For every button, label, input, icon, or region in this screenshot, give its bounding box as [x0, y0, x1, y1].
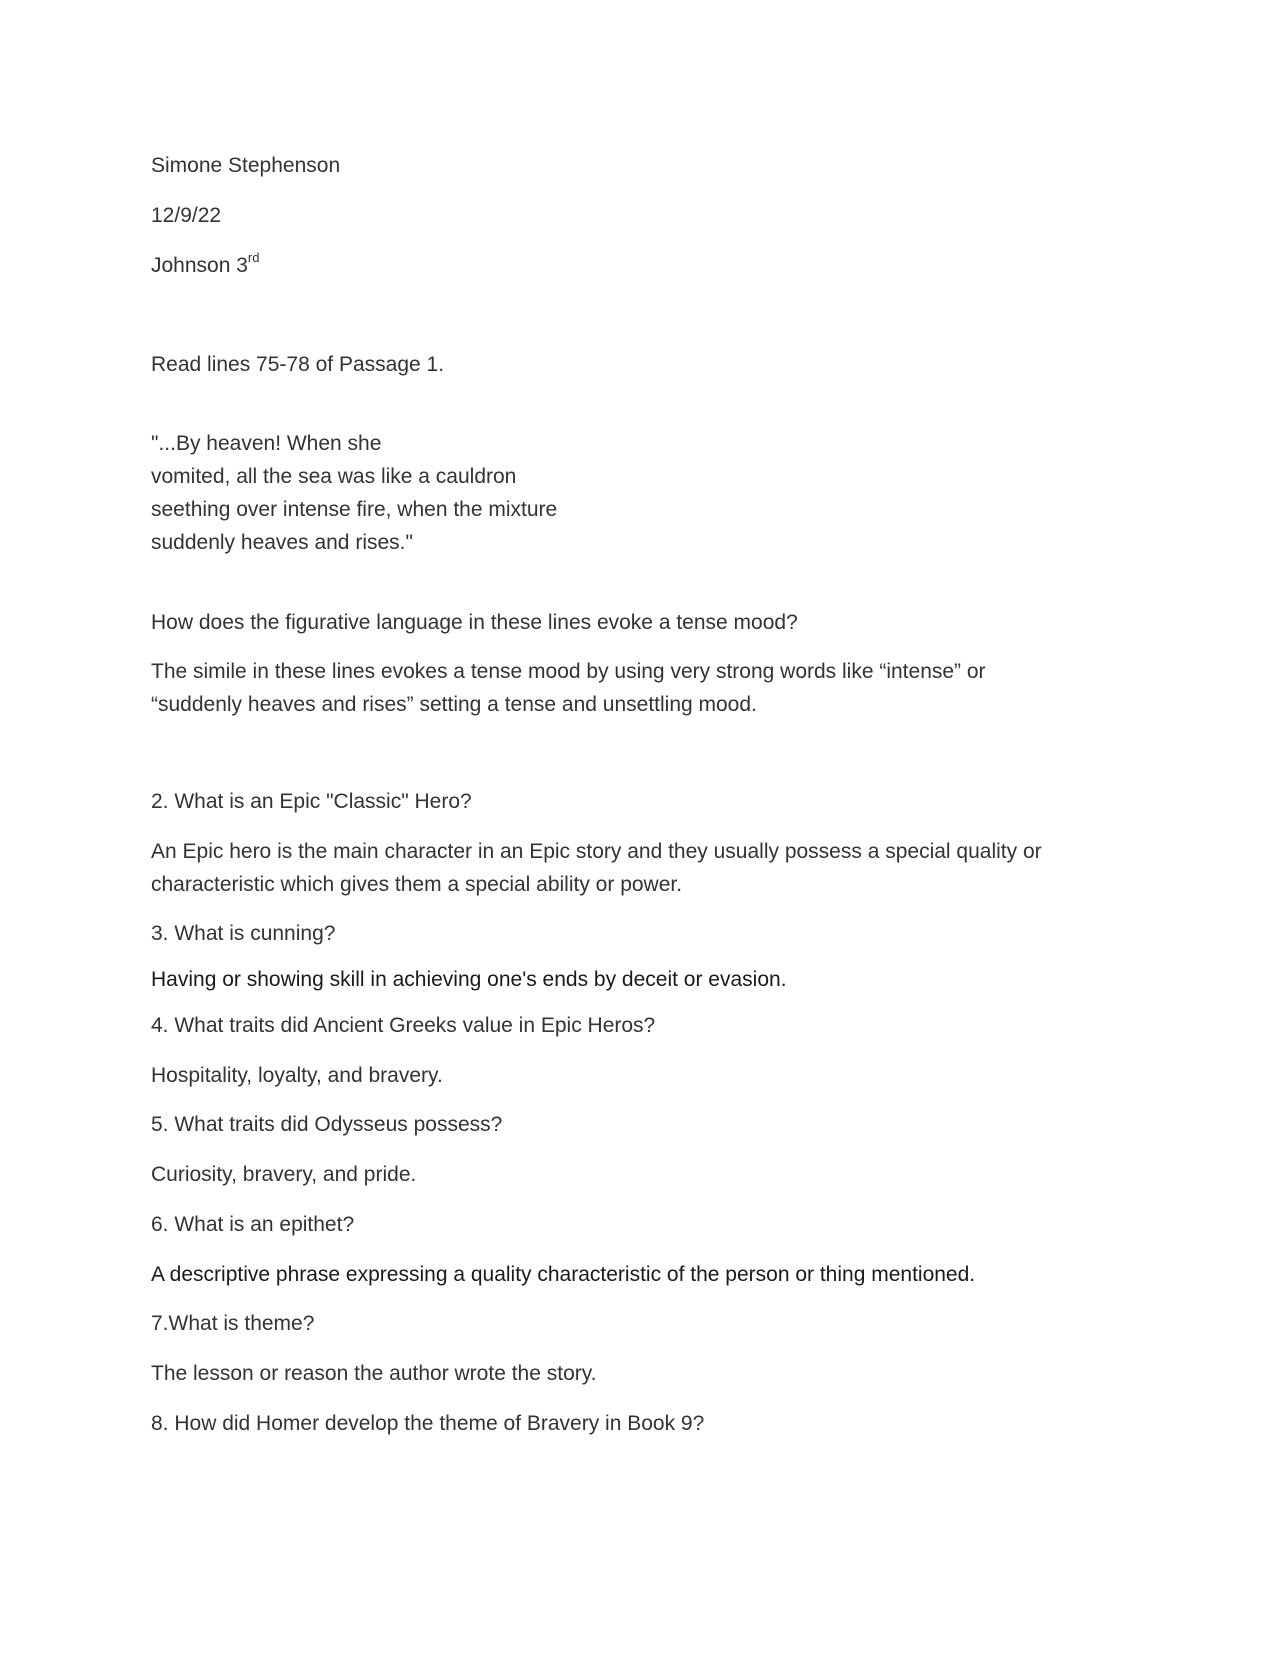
answer-1-line: The simile in these lines evokes a tense mood by using very strong words like “intense” or	[151, 660, 986, 683]
question-1: How does the figurative language in these lines evoke a tense mood?	[151, 611, 798, 634]
answer-5: Curiosity, bravery, and pride.	[151, 1163, 417, 1186]
student-name: Simone Stephenson	[151, 154, 341, 177]
question-6: 6. What is an epithet?	[151, 1213, 355, 1236]
answer-3: Having or showing skill in achieving one's ends by deceit or evasion.	[151, 968, 787, 991]
answer-6: A descriptive phrase expressing a quality characteristic of the person or thing mentioned.	[151, 1263, 976, 1286]
period-suffix: rd	[247, 250, 260, 265]
question-5: 5. What traits did Odysseus possess?	[151, 1113, 503, 1136]
quote-line: suddenly heaves and rises."	[151, 531, 413, 554]
quote-line: seething over intense fire, when the mixture	[151, 498, 558, 521]
answer-7: The lesson or reason the author wrote the story.	[151, 1362, 597, 1385]
quote-line: vomited, all the sea was like a cauldron	[151, 465, 517, 488]
teacher-name: Johnson 3	[151, 254, 248, 277]
teacher-period	[151, 249, 259, 282]
question-3: 3. What is cunning?	[151, 922, 336, 945]
question-2: 2. What is an Epic "Classic" Hero?	[151, 790, 472, 813]
answer-2-line: An Epic hero is the main character in an Epic story and they usually possess a special quality or	[151, 840, 1042, 863]
question-8: 8. How did Homer develop the theme of Bravery in Book 9?	[151, 1412, 705, 1435]
answer-2-line: characteristic which gives them a special ability or power.	[151, 873, 683, 896]
quote-line: "...By heaven! When she	[151, 432, 382, 455]
answer-4: Hospitality, loyalty, and bravery.	[151, 1064, 443, 1087]
question-4: 4. What traits did Ancient Greeks value in Epic Heros?	[151, 1014, 656, 1037]
question-7: 7.What is theme?	[151, 1312, 315, 1335]
assignment-date: 12/9/22	[151, 204, 222, 227]
answer-1-line: “suddenly heaves and rises” setting a tense and unsettling mood.	[151, 693, 757, 716]
reading-prompt: Read lines 75-78 of Passage 1.	[151, 353, 445, 376]
